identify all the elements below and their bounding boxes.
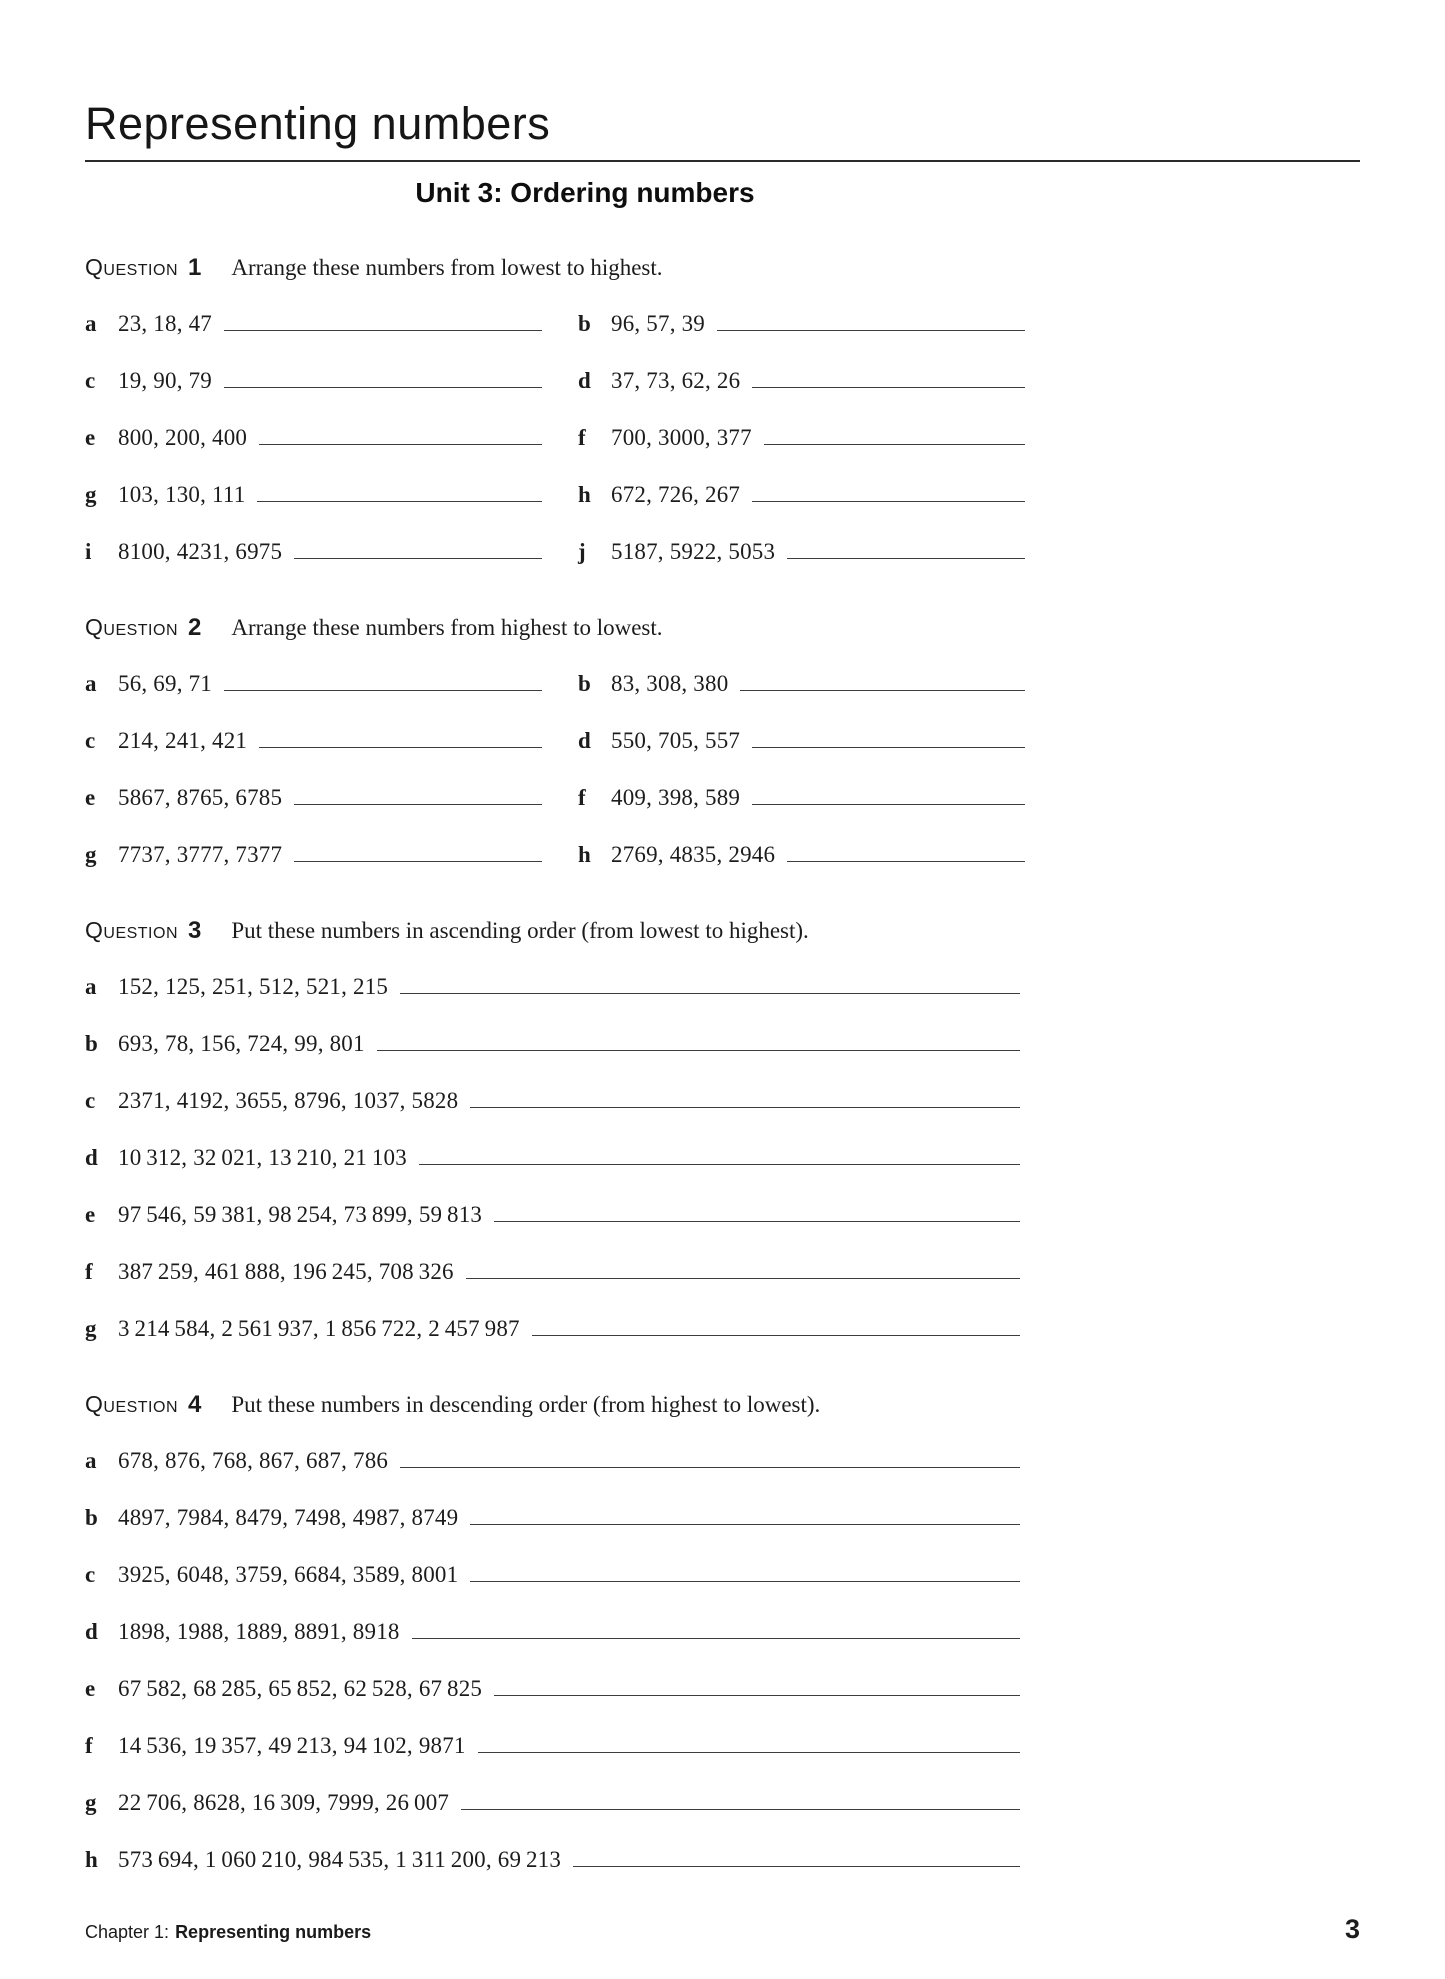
answer-blank xyxy=(412,1638,1020,1639)
chapter-title: Representing numbers xyxy=(175,1922,372,1942)
item-numbers: 3925, 6048, 3759, 6684, 3589, 8001 xyxy=(118,1562,459,1587)
question-item xyxy=(85,1202,1020,1231)
question-item xyxy=(578,728,1025,757)
answer-blank xyxy=(259,444,542,445)
page-footer xyxy=(85,1914,1360,1945)
answer-blank xyxy=(294,861,542,862)
question-item xyxy=(85,842,578,871)
item-numbers: 103, 130, 111 xyxy=(118,482,246,507)
item-letter: e xyxy=(85,1676,96,1701)
answer-blank xyxy=(752,501,1025,502)
question-item xyxy=(85,368,578,397)
question-item xyxy=(85,671,578,700)
item-letter: c xyxy=(85,1562,96,1587)
question-item xyxy=(578,482,1025,511)
question-2-items xyxy=(85,671,1360,899)
answer-blank xyxy=(787,861,1025,862)
item-letter: b xyxy=(85,1505,98,1530)
item-numbers: 800, 200, 400 xyxy=(118,425,248,450)
item-numbers: 5867, 8765, 6785 xyxy=(118,785,283,810)
question-4-header xyxy=(85,1391,1360,1420)
item-letter: e xyxy=(85,425,96,450)
answer-blank xyxy=(466,1278,1020,1279)
item-numbers: 550, 705, 557 xyxy=(611,728,741,753)
question-prompt: Put these numbers in descending order (from highest to lowest). xyxy=(231,1392,821,1417)
item-numbers: 37, 73, 62, 26 xyxy=(611,368,741,393)
item-letter: a xyxy=(85,974,97,999)
question-number: 2 xyxy=(188,614,202,641)
question-number: 4 xyxy=(188,1391,202,1418)
answer-blank xyxy=(573,1866,1020,1867)
answer-blank xyxy=(224,387,542,388)
question-item xyxy=(85,1790,1020,1819)
question-item xyxy=(578,311,1025,340)
question-4-section xyxy=(85,1391,1360,1904)
answer-blank xyxy=(478,1752,1020,1753)
title-rule xyxy=(85,160,1360,162)
answer-blank xyxy=(470,1107,1020,1108)
answer-blank xyxy=(494,1221,1020,1222)
item-letter: f xyxy=(578,425,586,450)
question-item xyxy=(578,842,1025,871)
item-numbers: 409, 398, 589 xyxy=(611,785,741,810)
item-numbers: 573 694, 1 060 210, 984 535, 1 311 200, 69 213 xyxy=(118,1847,562,1872)
item-numbers: 14 536, 19 357, 49 213, 94 102, 9871 xyxy=(118,1733,466,1758)
answer-blank xyxy=(752,387,1025,388)
item-numbers: 97 546, 59 381, 98 254, 73 899, 59 813 xyxy=(118,1202,483,1227)
answer-blank xyxy=(532,1335,1020,1336)
question-item xyxy=(85,1676,1020,1705)
item-letter: e xyxy=(85,1202,96,1227)
answer-blank xyxy=(787,558,1025,559)
question-item xyxy=(85,1448,1020,1477)
question-3-section xyxy=(85,917,1360,1373)
question-prompt: Arrange these numbers from highest to lowest. xyxy=(231,615,663,640)
answer-blank xyxy=(259,747,542,748)
item-numbers: 152, 125, 251, 512, 521, 215 xyxy=(118,974,389,999)
question-label: Question xyxy=(85,614,179,640)
answer-blank xyxy=(470,1581,1020,1582)
question-item xyxy=(85,1505,1020,1534)
question-prompt: Arrange these numbers from lowest to highest. xyxy=(231,255,663,280)
answer-blank xyxy=(294,558,542,559)
answer-blank xyxy=(294,804,542,805)
item-letter: d xyxy=(578,368,591,393)
answer-blank xyxy=(461,1809,1020,1810)
question-item xyxy=(85,311,578,340)
item-numbers: 1898, 1988, 1889, 8891, 8918 xyxy=(118,1619,400,1644)
item-letter: g xyxy=(85,842,97,867)
item-letter: h xyxy=(578,842,591,867)
unit-heading: Unit 3: Ordering numbers xyxy=(415,177,755,208)
question-item xyxy=(85,539,578,568)
item-letter: b xyxy=(578,671,591,696)
item-numbers: 4897, 7984, 8479, 7498, 4987, 8749 xyxy=(118,1505,459,1530)
item-numbers: 10 312, 32 021, 13 210, 21 103 xyxy=(118,1145,407,1170)
answer-blank xyxy=(224,690,542,691)
item-numbers: 83, 308, 380 xyxy=(611,671,729,696)
item-letter: g xyxy=(85,1790,97,1815)
item-numbers: 22 706, 8628, 16 309, 7999, 26 007 xyxy=(118,1790,450,1815)
question-item xyxy=(85,1145,1020,1174)
item-letter: g xyxy=(85,482,97,507)
item-numbers: 3 214 584, 2 561 937, 1 856 722, 2 457 987 xyxy=(118,1316,520,1341)
question-number: 1 xyxy=(188,254,202,281)
page-title: Representing numbers xyxy=(85,98,551,149)
item-numbers: 5187, 5922, 5053 xyxy=(611,539,776,564)
answer-blank xyxy=(470,1524,1020,1525)
item-numbers: 693, 78, 156, 724, 99, 801 xyxy=(118,1031,365,1056)
item-letter: d xyxy=(85,1619,98,1644)
item-numbers: 678, 876, 768, 867, 687, 786 xyxy=(118,1448,389,1473)
item-numbers: 67 582, 68 285, 65 852, 62 528, 67 825 xyxy=(118,1676,483,1701)
question-item xyxy=(578,368,1025,397)
item-letter: d xyxy=(578,728,591,753)
item-letter: c xyxy=(85,1088,96,1113)
answer-blank xyxy=(752,747,1025,748)
item-numbers: 214, 241, 421 xyxy=(118,728,248,753)
item-numbers: 19, 90, 79 xyxy=(118,368,212,393)
question-item xyxy=(578,425,1025,454)
item-letter: c xyxy=(85,728,96,753)
answer-blank xyxy=(224,330,542,331)
question-item xyxy=(578,671,1025,700)
answer-blank xyxy=(400,1467,1020,1468)
question-label: Question xyxy=(85,254,179,280)
item-letter: a xyxy=(85,671,97,696)
question-item xyxy=(85,1562,1020,1591)
item-letter: a xyxy=(85,1448,97,1473)
answer-blank xyxy=(400,993,1020,994)
question-3-items xyxy=(85,974,1360,1345)
item-letter: i xyxy=(85,539,92,564)
item-letter: d xyxy=(85,1145,98,1170)
answer-blank xyxy=(752,804,1025,805)
item-numbers: 2371, 4192, 3655, 8796, 1037, 5828 xyxy=(118,1088,459,1113)
question-item xyxy=(85,482,578,511)
question-item xyxy=(578,785,1025,814)
question-item xyxy=(85,1088,1020,1117)
item-letter: f xyxy=(85,1733,93,1758)
item-numbers: 2769, 4835, 2946 xyxy=(611,842,776,867)
question-item xyxy=(85,425,578,454)
question-3-header xyxy=(85,917,1360,946)
question-item xyxy=(85,1031,1020,1060)
question-1-items xyxy=(85,311,1360,596)
question-item xyxy=(85,728,578,757)
answer-blank xyxy=(419,1164,1020,1165)
question-prompt: Put these numbers in ascending order (from lowest to highest). xyxy=(231,918,809,943)
answer-blank xyxy=(717,330,1025,331)
question-item xyxy=(85,1733,1020,1762)
item-letter: e xyxy=(85,785,96,810)
answer-blank xyxy=(257,501,542,502)
question-4-items xyxy=(85,1448,1360,1876)
item-letter: h xyxy=(85,1847,98,1872)
question-item xyxy=(85,1316,1020,1345)
chapter-label: Chapter 1: xyxy=(85,1922,170,1942)
item-numbers: 56, 69, 71 xyxy=(118,671,212,696)
question-item xyxy=(85,1259,1020,1288)
item-letter: a xyxy=(85,311,97,336)
item-numbers: 387 259, 461 888, 196 245, 708 326 xyxy=(118,1259,454,1284)
answer-blank xyxy=(740,690,1025,691)
page-number: 3 xyxy=(1344,1914,1360,1944)
question-item xyxy=(85,1847,1020,1876)
question-1-header xyxy=(85,254,1360,283)
question-2-header xyxy=(85,614,1360,643)
question-number: 3 xyxy=(188,917,202,944)
item-numbers: 7737, 3777, 7377 xyxy=(118,842,283,867)
question-item xyxy=(578,539,1025,568)
item-letter: b xyxy=(578,311,591,336)
item-letter: c xyxy=(85,368,96,393)
item-letter: b xyxy=(85,1031,98,1056)
item-letter: f xyxy=(578,785,586,810)
item-letter: h xyxy=(578,482,591,507)
question-item xyxy=(85,785,578,814)
chapter-reference xyxy=(85,1922,371,1943)
question-1-section xyxy=(85,254,1360,596)
item-numbers: 96, 57, 39 xyxy=(611,311,705,336)
answer-blank xyxy=(494,1695,1020,1696)
item-letter: j xyxy=(578,539,586,564)
question-2-section xyxy=(85,614,1360,899)
question-item xyxy=(85,1619,1020,1648)
item-numbers: 8100, 4231, 6975 xyxy=(118,539,283,564)
question-label: Question xyxy=(85,917,179,943)
item-numbers: 672, 726, 267 xyxy=(611,482,741,507)
item-numbers: 23, 18, 47 xyxy=(118,311,212,336)
item-letter: f xyxy=(85,1259,93,1284)
answer-blank xyxy=(764,444,1025,445)
answer-blank xyxy=(377,1050,1020,1051)
question-label: Question xyxy=(85,1391,179,1417)
item-numbers: 700, 3000, 377 xyxy=(611,425,752,450)
item-letter: g xyxy=(85,1316,97,1341)
question-item xyxy=(85,974,1020,1003)
